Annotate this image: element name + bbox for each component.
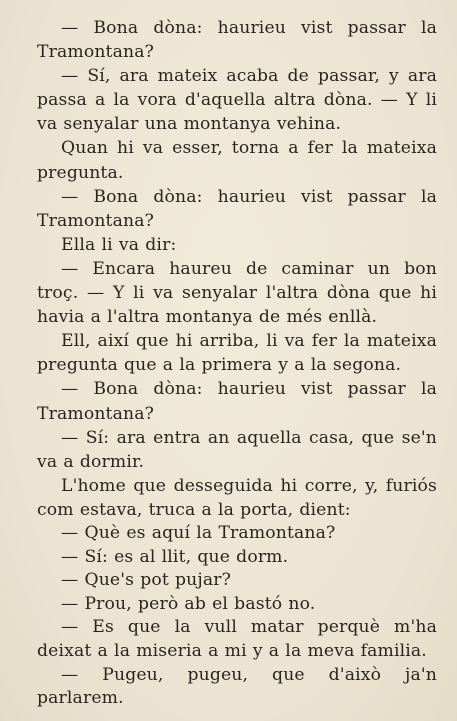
paragraph: L'home que desseguida hi corre, y, furiós com estava, truca a la porta, dient:: [37, 475, 437, 520]
paragraph: — Sí, ara mateix acaba de passar, y ara passa a la vora d'aquella altra dòna. — Y li va senyalar una montanya vehina.: [37, 66, 437, 135]
paragraph: — Encara haureu de caminar un bon troç. — Y li va senyalar l'altra dòna que hi havia a l'altra montanya de més enllà.: [37, 258, 437, 328]
paragraph: — Què es aquí la Tramontana?: [61, 522, 336, 543]
paragraph: — Que's pot pujar?: [61, 570, 231, 591]
paragraph: Ella li va dir:: [61, 234, 177, 255]
paragraph: — Bona dòna: haurieu vist passar la Tramontana?: [37, 379, 437, 424]
paragraph: — Es que la vull matar perquè m'ha deixat a la miseria a mi y a la meva familia.: [37, 617, 437, 661]
paragraph: — Pugeu, pugeu, que d'això ja'n parlarem.: [37, 664, 437, 709]
paragraph: — Sí: ara entra an aquella casa, que se'n va a dormir.: [37, 427, 437, 472]
paragraph: — Sí: es al llit, que dorm.: [61, 546, 289, 567]
paragraph: Ell, així que hi arriba, li va fer la mateixa pregunta que a la primera y a la segona.: [37, 331, 437, 376]
paragraph: — Bona dòna: haurieu vist passar la Tramontana?: [37, 18, 437, 63]
paragraph: — Bona dòna: haurieu vist passar la Tramontana?: [37, 186, 437, 231]
paragraph: — Prou, però ab el bastó no.: [61, 593, 316, 614]
paragraph: Quan hi va esser, torna a fer la mateixa pregunta.: [37, 138, 437, 183]
